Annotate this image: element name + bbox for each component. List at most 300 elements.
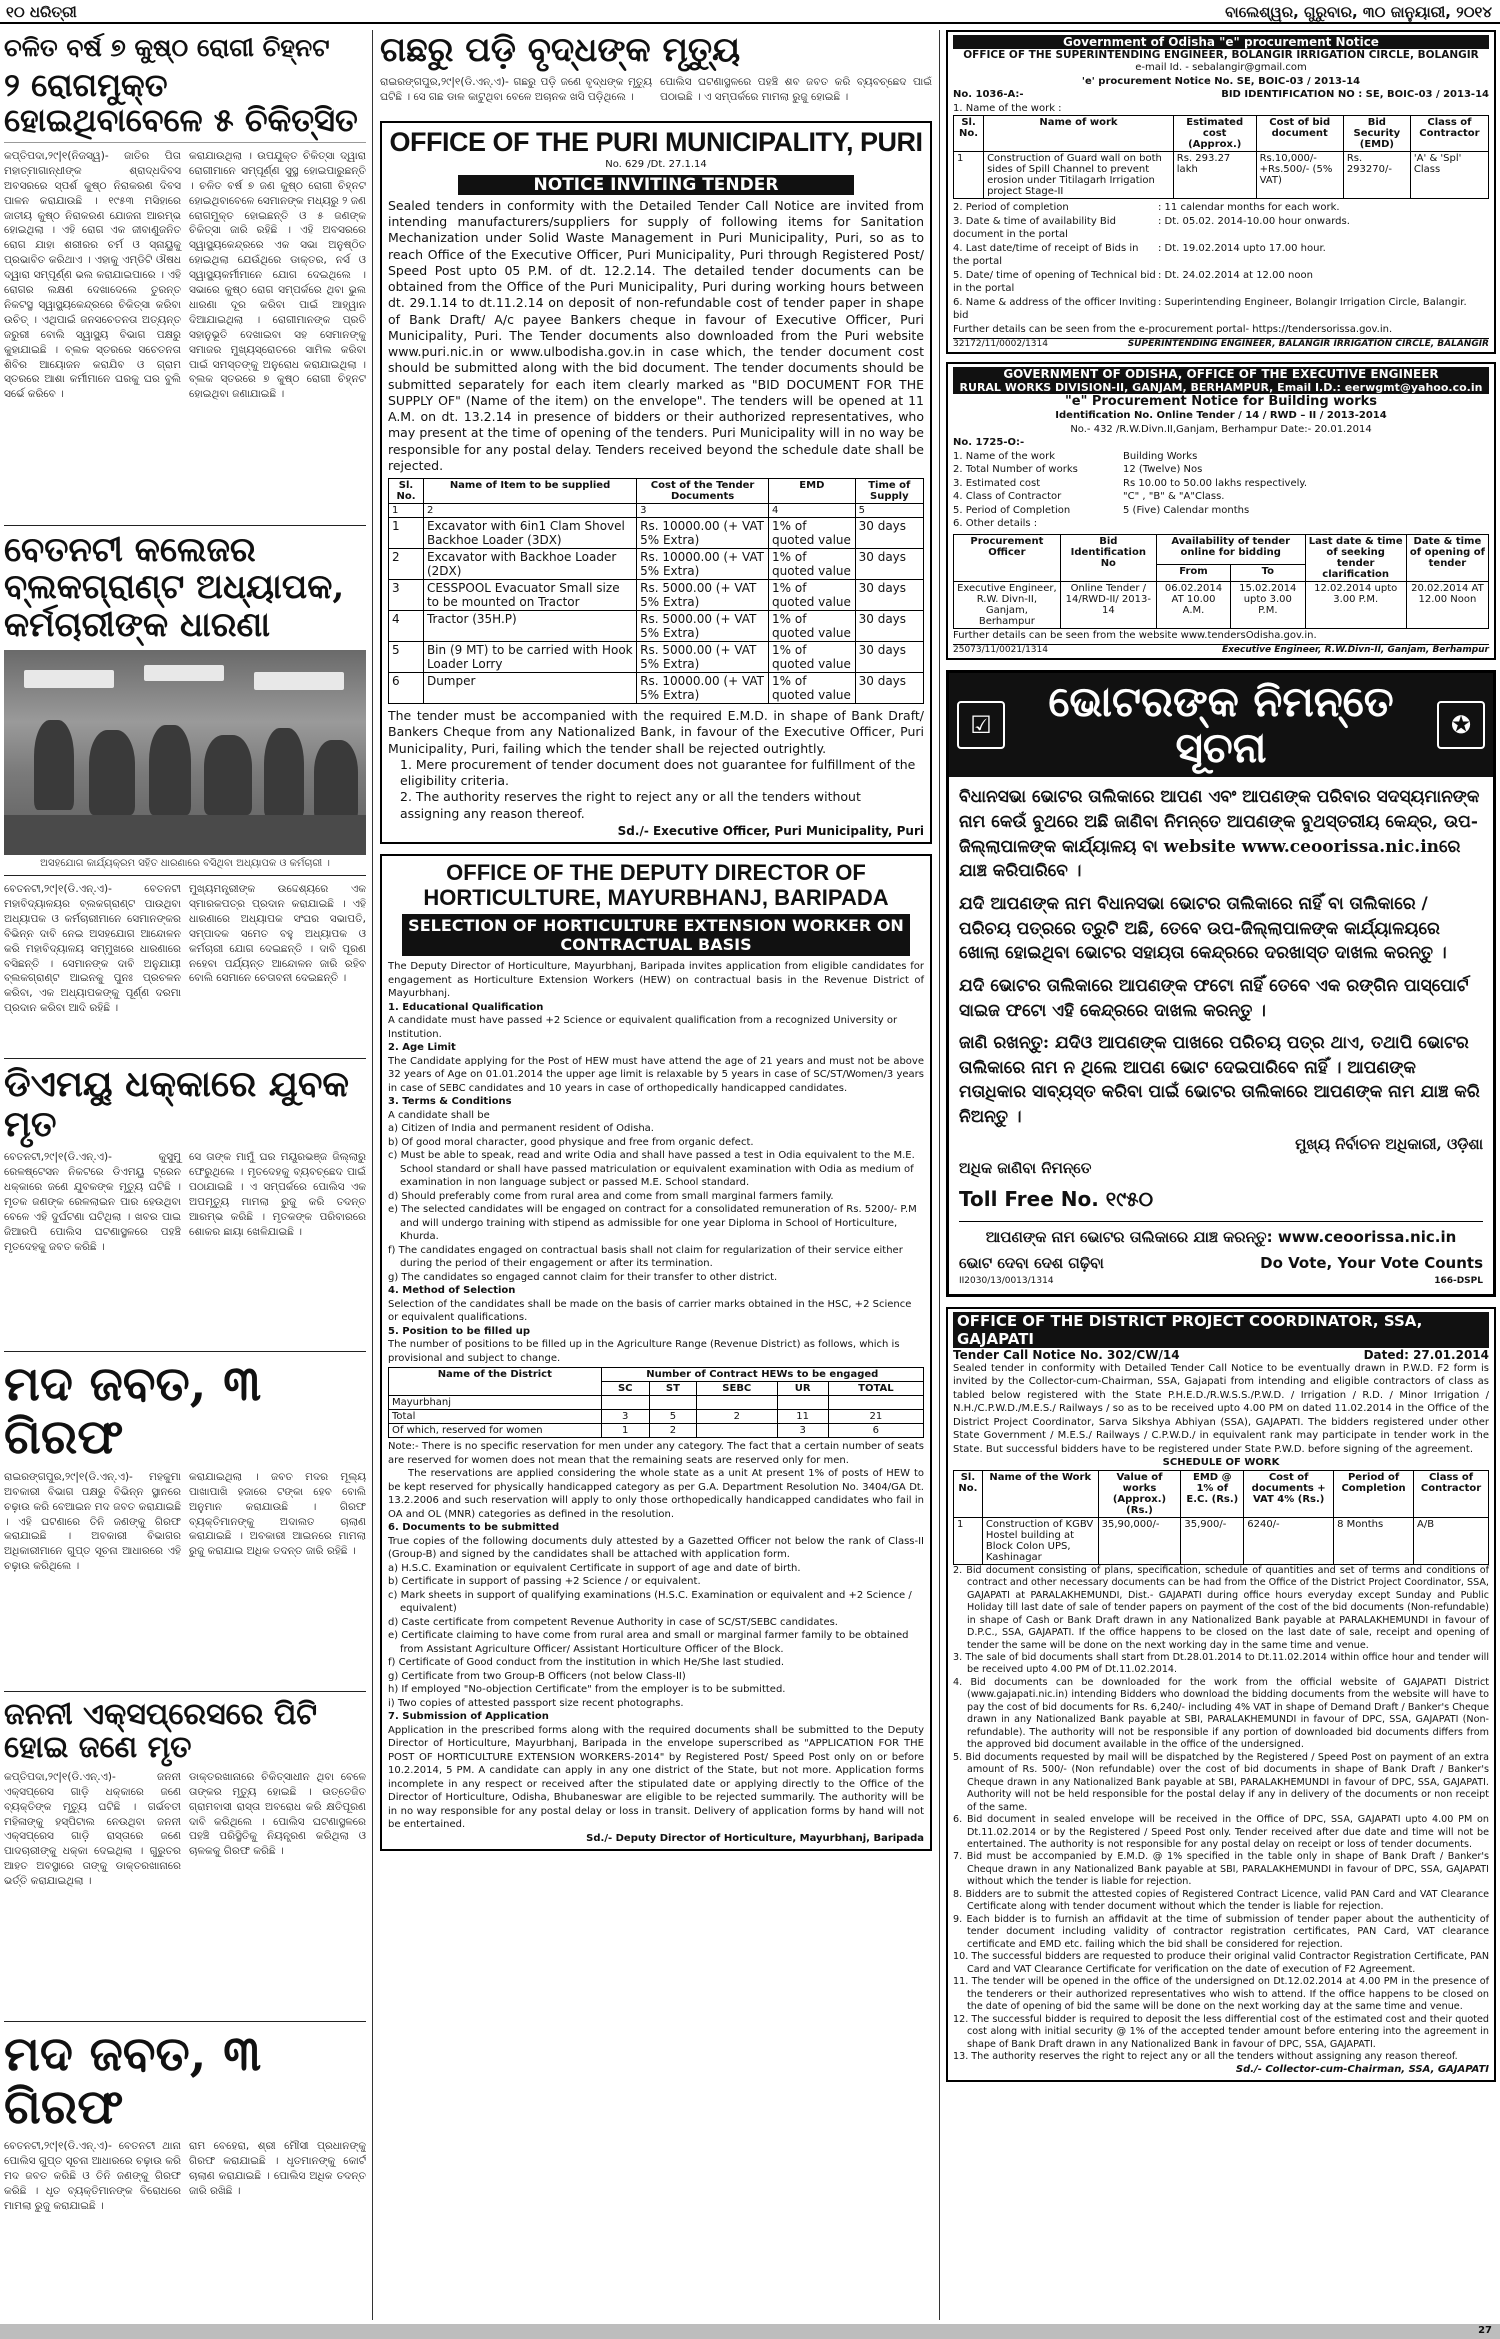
page-dateline: ବାଲେଶ୍ୱର, ଗୁରୁବାର, ୩୦ ଜାନୁୟାରୀ, ୨୦୧୪	[1225, 3, 1492, 21]
table-cell: 2	[696, 1410, 777, 1424]
janani-headline: ଜନନୀ ଏକ୍ସପ୍ରେସରେ ପିଟି ହୋଇ ଜଣେ ମୃତ	[4, 1696, 318, 1765]
table-header: EMD	[769, 479, 856, 504]
table-cell: 2	[423, 504, 636, 518]
table-cell: 3	[601, 1410, 649, 1424]
divider	[4, 1691, 366, 1692]
item-label: 2. Period of completion	[953, 202, 1069, 213]
table-cell: 21	[828, 1410, 923, 1424]
table-cell	[777, 1396, 828, 1410]
list-item	[953, 517, 1489, 531]
page-folio: ୧୦ ଧରିତ୍ରୀ	[6, 3, 77, 21]
ad-title: ଭୋଟରଙ୍କ ନିମନ୍ତେ ସୂଚନା	[1048, 677, 1394, 773]
table-cell: 20.02.2014 AT 12.00 Noon	[1406, 581, 1488, 628]
table-cell: Tractor (35H.P)	[423, 611, 636, 642]
table-header: Time of Supply	[855, 479, 923, 504]
state-emblem-icon: ✪	[1437, 701, 1485, 749]
table-cell: Rs.10,000/- +Rs.500/- (5% VAT)	[1256, 152, 1343, 199]
story-col: ବେତନଟୀ,୨୯|୧(ଡି.ଏନ୍.ଏ)- ବେତନଟୀ ମହାବିଦ୍ୟାଳୟର ବ୍ଲକଗ୍ରାଣ୍ଟ ପାଉଥିବା ଅଧ୍ୟାପକ ଓ କର୍ମଚାରୀମାନେ ସେମାନଙ୍କର ବିଭିନ୍ନ ଦାବି ନେଇ ଅସହଯୋଗ ଆନ୍ଦୋଳନ କରି ମହାବିଦ୍ୟାଳୟ ସମ୍ମୁଖରେ ଧାରଣାରେ ବସିଛନ୍ତି । ସେମାନଙ୍କ ଦାବି ଅନୁଯାୟୀ ବ୍ଲକଗ୍ରାଣ୍ଟ ଆଇନକୁ ପୁନଃ ପ୍ରଚଳନ କରିବା, ଏକ ଅଧ୍ୟାପକଙ୍କୁ ପୂର୍ଣ୍ଣ ଦରମା ପ୍ରଦାନ କରିବା ଆଦି ରହିଛି ।	[4, 883, 181, 1015]
item-label: 6. Name & address of the officer Inviting bid	[953, 296, 1157, 321]
ad-title: OFFICE OF THE DEPUTY DIRECTOR OF HORTICULTURE, MAYURBHANJ, BARIPADA	[423, 859, 889, 911]
further-details: Further details can be seen from the e-procurement portal- https://tendersorissa.gov.in.	[953, 323, 1393, 335]
table-header: Number of Contract HEWs to be engaged	[601, 1368, 923, 1382]
table-cell: 12.02.2014 upto 3.00 P.M.	[1305, 581, 1406, 628]
item-value: "C" , "B" & "A"Class.	[1123, 491, 1225, 502]
table-row	[389, 1410, 924, 1424]
column-rule	[939, 30, 940, 2320]
item-label: 4. Class of Contractor	[953, 491, 1062, 502]
liquor-headline-2: ମଦ ଜବତ, ୩ ଗିରଫ	[4, 2025, 261, 2135]
list-item: 5. Bid documents requested by mail will be dispatched by the Registered / Speed Post on payment of an extra amount of Rs. 500/- (Non refundable) over the cost of bid documents in shape of Bank Draft / Banker's Cheque drawn in any Nationalized Bank payable at SBI, PARALAKHEMUNDI in favour of DPC, SSA, GAJAPATI. Authority will not be held responsible for the postal delay if any in delivery of the documents or non receipt of the same.	[953, 1751, 1489, 1813]
puri-items-table	[388, 478, 924, 704]
ad-code: 166-DSPL	[1434, 1275, 1483, 1286]
section-text: A candidate must have passed +2 Science or equivalent qualification from a recognized University or Institution.	[388, 1015, 898, 1040]
section-heading: 4. Method of Selection	[388, 1285, 516, 1297]
intro: The Deputy Director of Horticulture, Mayurbhanj, Baripada invites application from eligible candidates for engagement as Horticulture Extension Workers (HEW) on contractual basis in the Revenue District of Mayurbhanj.	[388, 961, 924, 1000]
table-cell: Executive Engineer, R.W. Divn-II, Ganjam, Berhampur	[954, 581, 1061, 628]
story-col: ବେତନଟୀ,୨୯|୧(ଡି.ଏନ୍.ଏ)- କୁସୁମୁ ରେଳଷ୍ଟେସନ ନିକଟରେ ଡିଏମୟୁ ଟ୍ରେନ ଧକ୍କାରେ ଜଣେ ଯୁବକଙ୍କ ମୃତ୍ୟୁ ଘଟିଛି । ମୃତକ ଜଣଙ୍କ ରେଳଲାଇନ ପାର ହେଉଥିବା ବେଳେ ଏହି ଦୁର୍ଘଟଣା ଘଟିଥିଲା । ଖବର ପାଇ ଜିଆରପି ପୋଲିସ ଘଟଣାସ୍ଥଳରେ ପହଞ୍ଚି ମୃତଦେହକୁ ଜବତ କରିଛି ।	[4, 1151, 181, 1253]
item-value: Rs 10.00 to 50.00 lakhs respectively.	[1123, 477, 1308, 489]
condition: 1. Mere procurement of tender document does not guarantee for fulfillment of the eligibility criteria.	[400, 756, 916, 789]
table-header: Sl. No.	[954, 1470, 983, 1517]
item-label: 5. Date/ time of opening of Technical bid in the portal	[953, 269, 1156, 294]
table-cell: 30 days	[855, 642, 923, 673]
story-col: ରାଇରଙ୍ଗପୁର,୨୯|୧(ଡି.ଏନ୍.ଏ)- ମହକୁମା ଅବକାରୀ ବିଭାଗ ପକ୍ଷରୁ ବିଭିନ୍ନ ସ୍ଥାନରେ ଚଢ଼ାଉ କରି ବେଆଇନ ମଦ ଜବତ କରାଯାଇଛି । ଏହି ଘଟଣାରେ ତିନି ଜଣଙ୍କୁ ଗିରଫ କରାଯାଇଛି । ଅବକାରୀ ବିଭାଗର ଅଧିକାରୀମାନେ ଗୁପ୍ତ ସୂଚନା ଆଧାରରେ ଏହି ଚଢ଼ାଉ କରିଥିଲେ ।	[4, 1470, 181, 1573]
table-cell	[601, 1396, 649, 1410]
table-cell: 1	[389, 504, 424, 518]
table-cell: 4	[389, 611, 424, 642]
kicker-headline: ଚଳିତ ବର୍ଷ ୭ କୁଷ୍ଠ ରୋଗୀ ଚିହ୍ନଟ	[4, 33, 330, 62]
table-cell: 11	[777, 1410, 828, 1424]
list-item: 8. Bidders are to submit the attested copies of Registered Contract Licence, valid PAN Card and VAT Clearance Certificate along with tender document without which the tender is liable for rejection.	[953, 1888, 1489, 1913]
signature: Sd./- Executive Officer, Puri Municipality, Puri	[617, 823, 924, 838]
table-cell: 4	[769, 504, 856, 518]
section-text: True copies of the following documents duly attested by a Gazetted Officer not below the rank of Class-II (Group-B) and signed by the candidates shall be attached with application form.	[388, 1535, 924, 1561]
table-cell: 1% of quoted value	[769, 549, 856, 580]
table-cell: 30 days	[855, 673, 923, 704]
list-item: b) Certificate in support of passing +2 Science / or equivalent.	[388, 1576, 701, 1588]
middle-column	[380, 30, 932, 2320]
section-heading: 7. Submission of Application	[388, 1711, 549, 1723]
tree-fall-story	[380, 75, 932, 117]
list-item: d) Should preferably come from rural area and come from small marginal farmers family.	[388, 1190, 834, 1202]
table-header: From	[1156, 564, 1230, 581]
table-header: Name of the District	[389, 1368, 602, 1396]
details-list	[953, 201, 1489, 323]
emd-note: The tender must be accompanied with the required E.M.D. in shape of Bank Draft/ Bankers Cheque from any Nationalized Bank, in favour of the Executive Officer, Puri Municipality, Puri, failing which the tender shall be rejected outrightly.	[388, 708, 924, 756]
item-value: : Superintending Engineer, Bolangir Irrigation Circle, Balangir.	[1158, 296, 1467, 308]
table-row	[389, 580, 924, 611]
table-cell: Of which, reserved for women	[389, 1424, 602, 1438]
terms-list	[388, 1122, 924, 1284]
note: Note:- There is no specific reservation for men under any category. The fact that a certain number of seats are reserved for women does not mean that the remaining seats are reserved only for men.	[388, 1441, 924, 1466]
rwd-berhampur-notice	[946, 362, 1496, 660]
list-item: a) H.S.C. Examination or equivalent Certificate in support of age and date of birth.	[388, 1562, 801, 1574]
table-cell: 6	[389, 673, 424, 704]
section-heading: 5. Position to be filled up	[388, 1325, 531, 1337]
table-cell	[828, 1396, 923, 1410]
leprosy-headline: ୨ ରୋଗମୁକ୍ତ ହୋଇଥିବାବେଳେ ୫ ଚିକିତ୍ସିତ	[4, 68, 366, 143]
table-cell: 30 days	[855, 611, 923, 642]
table-cell: Rs. 10000.00 (+ VAT 5% Extra)	[637, 673, 769, 704]
table-header: Last date & time of seeking tender clarification	[1305, 534, 1406, 581]
table-cell: 5	[649, 1410, 696, 1424]
story-col: କପ୍ତିପଦା,୨୯|୧(ଡି.ଏନ୍.ଏ)- ଜନନୀ ଏକ୍ସପ୍ରେସ ଗାଡ଼ି ଧକ୍କାରେ ଜଣେ ବ୍ୟକ୍ତିଙ୍କ ମୃତ୍ୟୁ ଘଟିଛି । ଗର୍ଭବତୀ ମହିଳାଙ୍କୁ ହସ୍ପିଟାଲ ନେଉଥିବା ଜନନୀ ଏକ୍ସପ୍ରେସ ଗାଡ଼ି ରାସ୍ତାରେ ଜଣେ ପାଦଚାରୀଙ୍କୁ ଧକ୍କା ଦେଇଥିଲା । ଗୁରୁତର ଆହତ ଅବସ୍ଥାରେ ତାଙ୍କୁ ଡାକ୍ତରଖାନାରେ ଭର୍ତ୍ତି କରାଯାଇଥିଲା ।	[4, 1770, 181, 1888]
table-cell: Total	[389, 1410, 602, 1424]
puri-tender-notice	[380, 121, 932, 844]
table-cell: CESSPOOL Evacuator Small size to be mounted on Tractor	[423, 580, 636, 611]
item-value: 12 (Twelve) Nos	[1123, 464, 1203, 475]
list-item: 6. Bid document in sealed envelope will be received in the Office of DPC, SSA, GAJAPATI upto 4.00 PM on Dt.11.02.2014 or by the Registered / Speed Post only. Tender received after due date and time will not be entertained. The authority is not responsible for any postal delay on receipt or loss of tender documents.	[953, 1814, 1489, 1851]
voter-paragraph: ଯଦି ଭୋଟର ତାଲିକାରେ ଆପଣଙ୍କ ଫଟୋ ନାହିଁ ତେବେ ଏକ ରଙ୍ଗିନ ପାସ୍‌ପୋର୍ଟ ସାଇଜ ଫଟୋ ଏହି କେନ୍ଦ୍ରରେ ଦାଖଲ କରନ୍ତୁ ।	[959, 975, 1469, 1021]
table-header: Bid Identification No	[1060, 534, 1156, 581]
table-row	[389, 611, 924, 642]
list-item: a) Citizen of India and permanent resident of Odisha.	[388, 1123, 654, 1135]
office-name: OFFICE OF THE SUPERINTENDING ENGINEER, BOLANGIR IRRIGATION CIRCLE, BOLANGIR	[963, 49, 1479, 61]
notice-number: No. 629 /Dt. 27.1.14	[605, 159, 707, 171]
table-cell: 1	[601, 1424, 649, 1438]
notice-text: Sealed tenders in conformity with the Detailed Tender Call Notice are invited from intending manufacturers/suppliers for supply of following items for Sanitation Mechanization under Solid Waste Management in Puri Municipality, Puri, so as to reach Office of the Executive Officer, Puri Municipality, Puri through Registered Post/ Speed Post upto 05 P.M. of dt. 12.2.14. The detailed tender documents can be obtained from the Office of the Puri Municipality, Puri during working hours between dt. 29.1.14 to dt.11.2.14 on deposit of non-refundable cost of tender paper in shape of Bank Draft/ A/c payee Bankers cheque in favour of Executive Officer, Puri Municipality, Puri. The Tender documents also downloaded from the Puri website www.puri.nic.in or www.ulbodisha.gov.in in case which, the tender document cost should be submitted along with the bid document. The tender documents should be submitted separately for each item clearly marked as "BID DOCUMENT FOR THE SUPPLY OF" (Name of the item) on the envelope". The tenders will be opened at 11 A.M. on dt. 13.2.14 in presence of bidders or their authorized representatives, who may present at the time of opening of the tenders. Puri Municipality will in no way be responsible for any postal delay. Tenders received beyond the schedule date shall be rejected.	[388, 197, 924, 473]
divider	[4, 525, 366, 526]
list-item: 7. Bid must be accompanied by E.M.D. @ 1% specified in the table only in shape of Bank Draft / Banker's Cheque drawn in any Nationalized Bank payable at SBI, PARALAKHEMUNDI in favour of DPC, SSA, GAJAPATI without which the tender is liable for rejection.	[953, 1851, 1489, 1888]
table-cell: 3	[637, 504, 769, 518]
list-item: e) Certificate claiming to have come from rural area and small or marginal farmer family to be obtained from Assistant Agriculture Officer/ Assistant Horticulture Officer of the Block.	[388, 1630, 909, 1655]
table-cell: 6240/-	[1244, 1517, 1334, 1564]
table-cell: 1	[954, 152, 984, 199]
table-cell: 5	[389, 642, 424, 673]
table-cell: 30 days	[855, 518, 923, 549]
ballot-emblem-icon: ☑	[957, 701, 1005, 749]
item-label: 1. Name of the work :	[953, 102, 1062, 114]
item-value: : Dt. 24.02.2014 at 12.00 noon	[1158, 269, 1313, 281]
page-header	[0, 0, 1500, 24]
voter-paragraph: ଜାଣି ରଖନ୍ତୁ: ଯଦିଓ ଆପଣଙ୍କ ପାଖରେ ପରିଚୟ ପତ୍ର ଥାଏ, ତଥାପି ଭୋଟର ତାଲିକାରେ ନାମ ନ ଥିଲେ ଆପଣ ଭୋଟ ଦେଇପାରିବେ ନାହିଁ । ଆପଣଙ୍କ ମତାଧିକାର ସାବ୍ୟସ୍ତ କରିବା ପାଇଁ ଭୋଟର ତାଲିକାରେ ଆପଣଙ୍କ ନାମ ଯାଞ୍ଚ କରି ନିଅନ୍ତୁ ।	[959, 1033, 1480, 1128]
table-cell	[649, 1396, 696, 1410]
liquor-headline: ମଦ ଜବତ, ୩ ଗିରଫ	[4, 1356, 261, 1466]
ad-title: Government of Odisha "e" procurement Notice	[953, 35, 1489, 49]
item-label: 2. Total Number of works	[953, 464, 1078, 475]
table-cell: 1% of quoted value	[769, 611, 856, 642]
protest-photo	[4, 650, 366, 855]
table-cell: Construction of Guard wall on both sides of Spill Channel to prevent erosion under Titilagarh Irrigation project Stage-II	[984, 152, 1174, 199]
table-cell: 1	[954, 1517, 983, 1564]
section-text: Application in the prescribed forms along with the required documents shall be submitted to the Deputy Director of Horticulture, Mayurbhanj, Baripada in the envelope superscribed as "APPLICATION FOR THE POST OF HORTICULTURE EXTENSION WORKERS-2014" by Registered Post/ Speed Post only on or before 10.2.2014, 5 PM. A candidate can apply in any one district of the State, but not more. Application forms incomplete in any respect or received after the stipulated date or applying directly to the Office of the Director of Horticulture, Odisha, Bhubaneswar are eligible to be rejected summarily. The authority will be in no way responsible for any postal delay or loss in transit. Delivery of application forms by hand will not be entertained.	[388, 1724, 924, 1831]
item-label: 6. Other details :	[953, 518, 1038, 529]
table-cell: 2	[649, 1424, 696, 1438]
table-cell: 8 Months	[1334, 1517, 1414, 1564]
table-cell: 'A' & 'Spl' Class	[1410, 152, 1488, 199]
ssa-gajapati-tender	[946, 1307, 1496, 2082]
section-heading: 3. Terms & Conditions	[388, 1096, 512, 1108]
list-item: h) If employed "No-objection Certificate" from the employer is to be submitted.	[388, 1684, 786, 1696]
list-item	[953, 450, 1489, 464]
signature: Sd./- Collector-cum-Chairman, SSA, GAJAPATI	[1235, 2064, 1489, 2076]
table-cell: Rs. 5000.00 (+ VAT 5% Extra)	[637, 642, 769, 673]
table-cell: Rs. 5000.00 (+ VAT 5% Extra)	[637, 580, 769, 611]
check-website: ଆପଣଙ୍କ ନାମ ଭୋଟର ତାଲିକାରେ ଯାଞ୍ଚ କରନ୍ତୁ: www.ceoorissa.nic.in	[959, 1221, 1483, 1246]
table-row	[389, 549, 924, 580]
liquor-story	[4, 1470, 366, 1685]
table-cell: Construction of KGBV Hostel building at Block Colon UPS, Kashinagar	[982, 1517, 1098, 1564]
list-item	[953, 296, 1489, 323]
item-label: 1. Name of the work	[953, 450, 1056, 462]
table-cell	[696, 1424, 777, 1438]
bolangir-eprocurement-notice	[946, 30, 1496, 354]
bid-id: BID IDENTIFICATION NO : SE, BOIC-03 / 2013-14	[1221, 89, 1489, 100]
table-cell: 1% of quoted value	[769, 673, 856, 704]
ssa-schedule-table	[953, 1470, 1489, 1565]
signature: SUPERINTENDING ENGINEER, BALANGIR IRRIGATION CIRCLE, BALANGIR	[1127, 339, 1489, 349]
story-col: ରାଇରଙ୍ଗପୁର,୨୯|୧(ଡି.ଏନ୍.ଏ)- ଗଛରୁ ପଡ଼ି ଜଣେ ବୃଦ୍ଧଙ୍କ ମୃତ୍ୟୁ ଘଟିଛି । ସେ ଗଛ ଡାଳ କାଟୁଥିବା ବେଳେ ଅଚାନକ ଖସି ପଡ଼ିଥିଲେ ।	[380, 76, 652, 104]
dmu-headline: ଡିଏମୟୁ ଧକ୍କାରେ ଯୁବକ ମୃତ	[4, 1063, 350, 1145]
reference: No.- 432 /R.W.Divn.II,Ganjam, Berhampur Date:- 20.01.2014	[1070, 423, 1372, 435]
rwd-schedule-table	[953, 534, 1489, 629]
letter-number: No. 1036-A:-	[953, 89, 1024, 100]
table-header: Date & time of opening of tender	[1406, 534, 1488, 581]
item-label: 3. Estimated cost	[953, 477, 1041, 489]
table-row	[389, 1424, 924, 1438]
divider	[4, 1058, 366, 1059]
voter-paragraph: ଯଦି ଆପଣଙ୍କ ନାମ ବିଧାନସଭା ଭୋଟର ତାଲିକାରେ ନାହିଁ ବା ତାଲିକାରେ / ପରିଚୟ ପତ୍ରରେ ତ୍ରୁଟି ଅଛି, ତେବେ ଉପ-ଜିଲ୍ଲାପାଳଙ୍କ କାର୍ଯ୍ୟାଳୟରେ ଖୋଲା ହୋଇଥିବା ଭୋଟର ସହାୟତା କେନ୍ଦ୍ରରେ ଦରଖାସ୍ତ ଦାଖଲ କରନ୍ତୁ ।	[959, 893, 1447, 964]
table-row	[389, 1396, 924, 1410]
notice-date: Dated: 27.01.2014	[1363, 1347, 1489, 1362]
list-item: b) Of good moral character, good physique and free from organic defect.	[388, 1136, 754, 1148]
table-cell: 1% of quoted value	[769, 642, 856, 673]
table-row	[389, 642, 924, 673]
ad-title: GOVERNMENT OF ODISHA, OFFICE OF THE EXECUTIVE ENGINEER	[953, 367, 1489, 381]
list-item: d) Caste certificate from competent Revenue Authority in case of SC/ST/SEBC candidates.	[388, 1616, 838, 1628]
schedule-heading: SCHEDULE OF WORK	[1162, 1457, 1280, 1469]
table-header: To	[1231, 564, 1305, 581]
table-cell: 6	[828, 1424, 923, 1438]
list-item: 4. Bid documents can be downloaded for the work from the official website of GAJAPATI District (www.gajapati.nic.in) intending Bidders who download the bidding documents from the website will have to pay the cost of bid documents for Rs. 6,240/- including 4% VAT in shape of Demand Draft / Banker's Cheque drawn in any Nationalized Bank payable at SBI, PARALAKHEMUNDI in favour of DPC, SSA, GAJAPATI (Non-refundable). The authority will not be responsible if any portion of downloaded bid documents differs from the approved bid document available in the office of the undersigned.	[953, 1676, 1489, 1751]
divider	[4, 1351, 366, 1352]
table-cell: 5	[855, 504, 923, 518]
table-cell: 1% of quoted value	[769, 518, 856, 549]
list-item: i) Two copies of attested passport size recent photographs.	[388, 1697, 684, 1709]
bolangir-work-table	[953, 115, 1489, 199]
dmu-story	[4, 1150, 366, 1345]
table-cell: A/B	[1414, 1517, 1489, 1564]
story-col: କରାଯାଉଥିଲା । ଉପଯୁକ୍ତ ଚିକିତ୍ସା ଦ୍ୱାରା ରୋଗୀମାନେ ସମ୍ପୂର୍ଣ୍ଣ ସୁସ୍ଥ ହୋଇପାରୁଛନ୍ତି । ଚଳିତ ବର୍ଷ ୭ ଜଣ କୁଷ୍ଠ ରୋଗୀ ଚିହ୍ନଟ ହୋଇଥିବାବେଳେ ସେମାନଙ୍କ ମଧ୍ୟରୁ ୨ ଜଣ ରୋଗମୁକ୍ତ ହୋଇଛନ୍ତି ଓ ୫ ଜଣଙ୍କ ଚିକିତ୍ସା ଜାରି ରହିଛି । ଏହି ଅବସରରେ ସ୍ୱାସ୍ଥ୍ୟକେନ୍ଦ୍ରରେ ଏକ ସଭା ଅନୁଷ୍ଠିତ ହୋଇଥିଲା ଯେଉଁଥିରେ ଡାକ୍ତର, ନର୍ସ ଓ ସ୍ୱାସ୍ଥ୍ୟକର୍ମୀମାନେ ଯୋଗ ଦେଇଥିଲେ । ସଭାରେ କୁଷ୍ଠ ରୋଗ ସମ୍ପର୍କରେ ଥିବା ଭୁଲ ଧାରଣା ଦୂର କରିବା ପାଇଁ ଆହ୍ୱାନ ଦିଆଯାଇଥିଲା । ରୋଗୀମାନଙ୍କ ପ୍ରତି ସହାନୁଭୂତି ଦେଖାଇବା ସହ ସେମାନଙ୍କୁ ସମାଜର ମୁଖ୍ୟସ୍ରୋତରେ ସାମିଲ କରିବା ପାଇଁ ସମସ୍ତଙ୍କୁ ଅନୁରୋଧ କରାଯାଇଥିଲା । ବ୍ଲକ ସ୍ତରରେ ୭ କୁଷ୍ଠ ରୋଗୀ ଚିହ୍ନଟ ହୋଇଥିବା ଜଣାଯାଇଛି ।	[189, 149, 366, 401]
vacancy-table	[388, 1367, 924, 1438]
section-text: The Candidate applying for the Post of HEW must have attend the age of 21 years and must not be above 32 years of Age on 01.01.2014 the upper age limit is relaxable by 5 years in case of SC/ST/Women/3 years in case of SEBC candidates and 10 years in case of orthopedically handicapped candidates.	[388, 1055, 924, 1094]
letter-number: No. 1725-O:-	[953, 437, 1025, 448]
list-item: f) Certificate of Good conduct from the institution in which He/She last studied.	[388, 1657, 785, 1669]
news-column-left	[4, 30, 366, 2320]
list-item: e) The selected candidates will be engaged on contract for a consolidated remuneration of Rs. 5200/- P.M and will undergo training with stipend as admissible for one year Diploma in School of Horticulture, Khurda.	[388, 1204, 917, 1243]
table-cell: 1% of quoted value	[769, 580, 856, 611]
list-item	[953, 269, 1489, 296]
list-item	[953, 463, 1489, 477]
ad-code: 25073/11/0021/1314	[953, 645, 1048, 655]
table-header: Name of work	[984, 116, 1174, 152]
further-details: Further details can be seen from the website www.tendersOdisha.gov.in.	[953, 629, 1317, 641]
list-item	[953, 490, 1489, 504]
table-header: Name of the Work	[982, 1470, 1098, 1517]
list-item	[953, 242, 1489, 269]
table-row	[389, 673, 924, 704]
table-header: Estimated cost (Approx.)	[1173, 116, 1256, 152]
table-header: Availability of tender online for bidding	[1156, 534, 1305, 564]
signature: Sd./- Deputy Director of Horticulture, Mayurbhanj, Baripada	[586, 1832, 924, 1844]
table-header: TOTAL	[828, 1382, 923, 1396]
table-cell: Rs. 10000.00 (+ VAT 5% Extra)	[637, 549, 769, 580]
table-cell: 30 days	[855, 580, 923, 611]
list-item: f) The candidates engaged on contractual basis shall not claim for regularization of their service either during the period of their engagement or after its termination.	[388, 1244, 903, 1270]
documents-list	[388, 1562, 924, 1711]
column-rule	[372, 30, 373, 2320]
table-header: SEBC	[696, 1382, 777, 1396]
story-col: ବେତନଟୀ,୨୯|୧(ଡି.ଏନ୍.ଏ)- ବେତନଟୀ ଥାନା ପୋଲିସ ଗୁପ୍ତ ସୂଚନା ଆଧାରରେ ଚଢ଼ାଉ କରି ମଦ ଜବତ କରିଛି ଓ ତିନି ଜଣଙ୍କୁ ଗିରଫ କରିଛି । ଧୃତ ବ୍ୟକ୍ତିମାନଙ୍କ ବିରୋଧରେ ମାମଲା ରୁଜୁ କରାଯାଇଛି ।	[4, 2140, 181, 2213]
list-item	[953, 201, 1489, 215]
table-cell: 1	[389, 518, 424, 549]
table-header: Class of Contractor	[1410, 116, 1488, 152]
table-header: EMD @ 1% of E.C. (Rs.)	[1181, 1470, 1244, 1517]
ad-code: II2030/13/0013/1314	[959, 1275, 1054, 1286]
list-item: c) Mark sheets in support of qualifying examinations (H.S.C. Examination or equivalent and +2 Science / equivalent)	[388, 1589, 912, 1615]
table-cell: 30 days	[855, 549, 923, 580]
notice-bar: NOTICE INVITING TENDER	[458, 175, 854, 195]
list-item: 3. The sale of bid documents shall start from Dt.28.01.2014 to Dt.11.02.2014 within office hour and tender will be received upto 4.00 PM of Dt.11.02.2014.	[953, 1651, 1489, 1676]
college-headline: ବେତନଟୀ କଲେଜର ବ୍ଲକଗ୍ରାଣ୍ଟ ଅଧ୍ୟାପକ, କର୍ମଚାରୀଙ୍କ ଧାରଣା	[4, 529, 345, 645]
slogan-english: Do Vote, Your Vote Counts	[1260, 1253, 1483, 1272]
ad-title: OFFICE OF THE PURI MUNICIPALITY, PURI	[389, 127, 923, 158]
list-item: c) Must be able to speak, read and write Odia and shall have passed a test in Odia equivalent to the M.E. School standard or shall have passed matriculation or equivalent examination with Odia as medium of examination in non language subject or passed M.E. School standard.	[388, 1150, 915, 1189]
slogan-odia: ଭୋଟ ଦେବା ଦେଶ ଗଢ଼ିବା	[959, 1253, 1104, 1272]
story-col: ଡାକ୍ତରଖାନାରେ ଚିକିତ୍ସାଧୀନ ଥିବା ବେଳେ ତାଙ୍କର ମୃତ୍ୟୁ ହୋଇଛି । ଉତ୍ତେଜିତ ଗ୍ରାମବାସୀ ରାସ୍ତା ଅବରୋଧ କରି କ୍ଷତିପୂରଣ ଦାବି କରିଥିଲେ । ପୋଲିସ ଘଟଣାସ୍ଥଳରେ ପହଞ୍ଚି ପରିସ୍ଥିତିକୁ ନିୟନ୍ତ୍ରଣ କରିଥିଲା ଓ ଚାଳକକୁ ଗିରଫ କରିଛି ।	[189, 1770, 366, 1858]
item-value: : Dt. 19.02.2014 upto 17.00 hour.	[1158, 242, 1326, 254]
table-cell: 3	[777, 1424, 828, 1438]
table-cell: Rs. 10000.00 (+ VAT 5% Extra)	[637, 518, 769, 549]
terms-list	[953, 1565, 1489, 2064]
story-col: ପୋଲିସ ଘଟଣାସ୍ଥଳରେ ପହଞ୍ଚି ଶବ ଜବତ କରି ବ୍ୟବଚ୍ଛେଦ ପାଇଁ ପଠାଇଛି । ଏ ସମ୍ପର୍କରେ ମାମଲା ରୁଜୁ ହୋଇଛି ।	[660, 76, 932, 104]
item-label: 3. Date & time of availability Bid document in the portal	[953, 215, 1116, 240]
horticulture-notice	[380, 854, 932, 1852]
signature: Executive Engineer, R.W.Divn-II, Ganjam, Berhampur	[1221, 645, 1489, 655]
notice-number: Tender Call Notice No. 302/CW/14	[953, 1347, 1180, 1362]
table-cell	[696, 1396, 777, 1410]
voter-information-ad	[946, 670, 1496, 1297]
section-text: Selection of the candidates shall be made on the basis of carrier marks obtained in the HSC, +2 Science or equivalent qualifications.	[388, 1298, 912, 1324]
item-value: Building Works	[1123, 450, 1198, 462]
table-header: Cost of the Tender Documents	[637, 479, 769, 504]
table-header: Cost of bid document	[1256, 116, 1343, 152]
more-info: ଅଧିକ ଜାଣିବା ନିମନ୍ତେ	[959, 1159, 1092, 1178]
table-header: Sl. No.	[389, 479, 424, 504]
table-cell: 15.02.2014 upto 3.00 P.M.	[1231, 581, 1305, 628]
table-cell: Rs. 293.27 lakh	[1173, 152, 1256, 199]
office-name: RURAL WORKS DIVISION-II, GANJAM, BERHAMPUR, Email I.D.: eerwgmt@yahoo.co.in	[953, 381, 1489, 394]
notice-heading: "e" Procurement Notice for Building works	[1064, 394, 1378, 409]
section-text: The number of positions to be filled up in the Agriculture Range (Revenue District) as follows, which is provisional and subject to change.	[388, 1339, 900, 1364]
table-cell: Dumper	[423, 673, 636, 704]
story-col: କପ୍ତିପଦା,୨୯|୧(ନିଜସ୍ୱ)- ଜାତିର ପିତା ମହାତ୍ମାଗାନ୍ଧୀଙ୍କ ଶ୍ରାଦ୍ଧଦିବସ ଅବସରରେ ସ୍ପର୍ଶ କୁଷ୍ଠ ନିରାକରଣ ଦିବସ ପାଳନ କରାଯାଉଛି । ୧୯୫୩ ମସିହାରେ ଜାତୀୟ କୁଷ୍ଠ ନିରାକରଣ ଯୋଜନା ଆରମ୍ଭ ହୋଇଥିଲା । ଏହି ରୋଗ ଏକ ଜୀବାଣୁଜନିତ ରୋଗ ଯାହା ଶରୀରର ଚର୍ମ ଓ ସ୍ନାୟୁକୁ ପ୍ରଭାବିତ କରିଥାଏ । ଏହାକୁ ଏମ୍‌ଡିଟି ଔଷଧ ଦ୍ୱାରା ସମ୍ପୂର୍ଣ୍ଣ ଭଲ କରାଯାଇପାରେ । ଏହି ରୋଗର ଲକ୍ଷଣ ଦେଖାଦେଲେ ତୁରନ୍ତ ନିକଟସ୍ଥ ସ୍ୱାସ୍ଥ୍ୟକେନ୍ଦ୍ରରେ ଚିକିତ୍ସା କରିବା ଉଚିତ୍ । ଏଥିପାଇଁ ଜନସଚେତନତା ଅତ୍ୟନ୍ତ ଜରୁରୀ ବୋଲି ସ୍ୱାସ୍ଥ୍ୟ ବିଭାଗ ପକ୍ଷରୁ କୁହାଯାଇଛି । ବ୍ଲକ ସ୍ତରରେ ସଚେତନତା ଶିବିର ଆୟୋଜନ କରାଯିବ ଓ ଗ୍ରାମ ସ୍ତରରେ ଆଶା କର୍ମୀମାନେ ଘରକୁ ଘର ବୁଲି ସର୍ଭେ କରିବେ ।	[4, 149, 181, 401]
table-header: Period of Completion	[1334, 1470, 1414, 1517]
table-header: SC	[601, 1382, 649, 1396]
photo-caption: ଅସହଯୋଗ କାର୍ଯ୍ୟକ୍ରମ ସହିତ ଧାରଣାରେ ବସିଥିବା ଅଧ୍ୟାପକ ଓ କର୍ମଚାରୀ ।	[40, 858, 330, 870]
section-heading: 2. Age Limit	[388, 1042, 456, 1054]
table-cell: Mayurbhanj	[389, 1396, 602, 1410]
condition: 2. The authority reserves the right to reject any or all the tenders without assigning any reason thereof.	[400, 789, 861, 821]
janani-story	[4, 1770, 366, 2015]
email: e-mail Id. - sebalangir@gmail.com	[1135, 62, 1307, 73]
list-item: 10. The successful bidders are requested to produce their original valid Contractor Registration Certificate, PAN Card and VAT Clearance Certificate for verification on the date of execution of F2 Agreement.	[953, 1951, 1489, 1975]
item-label: 5. Period of Completion	[953, 504, 1071, 516]
table-header: Name of Item to be supplied	[423, 479, 636, 504]
voter-paragraph: ବିଧାନସଭା ଭୋଟର ତାଲିକାରେ ଆପଣ ଏବଂ ଆପଣଙ୍କ ପରିବାର ସଦସ୍ୟମାନଙ୍କ ନାମ କେଉଁ ବୁଥରେ ଅଛି ଜାଣିବା ନିମନ୍ତେ ଆପଣଙ୍କ ବୁଥସ୍ତରୀୟ କେନ୍ଦ୍ର, ଉପ-ଜିଲ୍ଲାପାଳଙ୍କ କାର୍ଯ୍ୟାଳୟ ବା website www.ceoorissa.nic.inରେ ଯାଞ୍ଚ କରିପାରିବେ ।	[959, 787, 1480, 882]
list-item	[953, 504, 1489, 518]
table-header: Cost of documents + VAT 4% (Rs.)	[1244, 1470, 1334, 1517]
notice-text: Sealed tender in conformity with Detailed Tender Call Notice to be eventually drawn in P.W.D. F2 form is invited by the Collector-cum-Chairman, SSA, Gajapati from intending and eligible contractors of class as tabled below registered with the State P.H.E.D./R.W.S.S./P.W.D. / Irrigation / R.D. / Minor Irrigation / N.H./C.P.W.D./M.E.S./ Railways / so as to be received upto 4.00 PM on dated 11.02.2014 in the Office of the District Project Coordinator, Sarva Sikshya Abhiyan (SSA), GAJAPATI. The bidders registered under other State Government / M.E.S./ Railways / C.P.W.D./ in equivalent rank may participate in tender work in the State. But successful bidders have to be registered under State P.W.D. before signing of the agreement.	[953, 1362, 1489, 1455]
divider	[4, 875, 366, 876]
table-cell: Online Tender / 14/RWD-II/ 2013-14	[1060, 581, 1156, 628]
table-cell: Excavator with 6in1 Clam Shovel Backhoe Loader (3DX)	[423, 518, 636, 549]
table-cell: 35,90,000/-	[1098, 1517, 1181, 1564]
story-col: ମୁଖ୍ୟମନ୍ତ୍ରୀଙ୍କ ଉଦ୍ଦେଶ୍ୟରେ ଏକ ସ୍ମାରକପତ୍ର ପ୍ରଦାନ କରାଯାଇଛି । ଏହି ଧାରଣାରେ ଅଧ୍ୟାପକ ସଂଘର ସଭାପତି, ସମ୍ପାଦକ ସମେତ ବହୁ ଅଧ୍ୟାପକ ଓ କର୍ମଚାରୀ ଯୋଗ ଦେଇଛନ୍ତି । ଦାବି ପୂରଣ ନହେବା ପର୍ଯ୍ୟନ୍ତ ଆନ୍ଦୋଳନ ଜାରି ରହିବ ବୋଲି ସେମାନେ ଚେତାବନୀ ଦେଇଛନ୍ତି ।	[189, 883, 366, 985]
ceo-signature: ମୁଖ୍ୟ ନିର୍ବାଚନ ଅଧିକାରୀ, ଓଡ଼ିଶା	[1295, 1134, 1483, 1153]
table-row	[389, 518, 924, 549]
table-header: ST	[649, 1382, 696, 1396]
table-header: UR	[777, 1382, 828, 1396]
table-header: Class of Contractor	[1414, 1470, 1489, 1517]
tree-fall-headline: ଗଛରୁ ପଡ଼ି ବୃଦ୍ଧଙ୍କ ମୃତ୍ୟୁ	[380, 30, 741, 70]
list-item: g) Certificate from two Group-B Officers (not below Class-II)	[388, 1670, 686, 1682]
identification: Identification No. Online Tender / 14 / RWD – II / 2013-2014	[1055, 410, 1387, 421]
notice-number: 'e' procurement Notice No. SE, BOIC-03 / 2013-14	[1081, 75, 1361, 87]
list-item: 11. The tender will be opened in the office of the undersigned on Dt.12.02.2014 at 4.00 PM in the presence of the tenderers or their authorized representatives who wish to attend. If the office happens to be closed on the date of opening of bid the same will be done on the next working day at the same time and venue.	[953, 1976, 1489, 2013]
divider	[4, 2021, 366, 2022]
page-footer	[0, 2324, 1500, 2339]
note: The reservations are applied considering the whole state as a unit At present 1% of posts of HEW to be kept reserved for physically handicapped category as per G.A. Department Resolution No. 3404/GA Dt. 13.2.2006 and such reservation will apply to only those orthopedically handicapped candidates who fail in OA and OL (MNR) categories as defined in the resolution.	[388, 1468, 924, 1520]
table-cell: 06.02.2014 AT 10.00 A.M.	[1156, 581, 1230, 628]
table-cell: Rs. 293270/-	[1343, 152, 1410, 199]
story-col: କରାଯାଇଥିଲା । ଜବତ ମଦର ମୂଲ୍ୟ ପାଖାପାଖି ହଜାରେ ଟଙ୍କା ହେବ ବୋଲି ଅନୁମାନ କରାଯାଉଛି । ଗିରଫ ବ୍ୟକ୍ତିମାନଙ୍କୁ ଅଦାଲତ ଚାଲାଣ କରାଯାଇଛି । ଅବକାରୀ ଆଇନରେ ମାମଲା ରୁଜୁ କରାଯାଇ ଅଧିକ ତଦନ୍ତ ଜାରି ରହିଛି ।	[189, 1470, 366, 1558]
list-item: g) The candidates so engaged cannot claim for their transfer to other district.	[388, 1271, 778, 1283]
table-cell: Rs. 5000.00 (+ VAT 5% Extra)	[637, 611, 769, 642]
item-label: 4. Last date/time of receipt of Bids in the portal	[953, 242, 1139, 267]
section-heading: 6. Documents to be submitted	[388, 1522, 560, 1534]
list-item: 9. Each bidder is to furnish an affidavit at the time of submission of tender paper about the authenticity of tender document including validity of contractor registration certificates, PAN Card, VAT clearance certificate and EMD etc. failing which the bid shall be considered for rejection.	[953, 1913, 1489, 1950]
section-heading: 1. Educational Qualification	[388, 1001, 544, 1013]
table-cell: Excavator with Backhoe Loader (2DX)	[423, 549, 636, 580]
table-cell: 2	[389, 549, 424, 580]
table-header: Bid Security (EMD)	[1343, 116, 1410, 152]
table-cell: 35,900/-	[1181, 1517, 1244, 1564]
story-col: ରାମ ବେହେରା, ଶ୍ରୀ ମୌସୀ ପ୍ରଧାନଙ୍କୁ ଗିରଫ କରାଯାଇଛି । ଧୃତମାନଙ୍କୁ କୋର୍ଟ ଚାଲାଣ କରାଯାଇଛି । ପୋଲିସ ଅଧିକ ତଦନ୍ତ ଜାରି ରଖିଛି ।	[189, 2140, 366, 2198]
notice-bar: SELECTION OF HORTICULTURE EXTENSION WORKER ON CONTRACTUAL BASIS	[402, 914, 910, 956]
table-header: Procurement Officer	[954, 534, 1061, 581]
list-item	[953, 477, 1489, 491]
table-header: Value of works (Approx.) (Rs.)	[1098, 1470, 1181, 1517]
section-text: A candidate shall be	[388, 1109, 490, 1121]
list-item	[953, 215, 1489, 242]
list-item: 2. Bid document consisting of plans, specification, schedule of quantities and set of terms and conditions of contract and other necessary documents can be had from the Office of the District Project Coordinator, SSA, GAJAPATI at PARALAKHEMUNDI, Dist.- GAJAPATI during office hours everyday except Sunday and Public Holiday till last date of sale of tender papers on payment of the cost of the bid documents (Non-refundable) in shape of Cash or Bank Draft drawn in any Nationalized Bank payable at PARALAKHEMUNDI in favour of D.P.C., SSA, GAJAPATI. If the office happens to be closed on the last date of sale, receipt and opening of tender the same will be done on the next working day in the same time and venue.	[953, 1564, 1489, 1651]
ad-title: OFFICE OF THE DISTRICT PROJECT COORDINATOR, SSA, GAJAPATI	[953, 1312, 1489, 1348]
ad-code: 32172/11/0002/1314	[953, 339, 1048, 349]
list-item: 13. The authority reserves the right to reject any or all the tenders without assigning any reason thereof.	[953, 2050, 1458, 2062]
item-value: 5 (Five) Calendar months	[1123, 504, 1250, 516]
item-value: : Dt. 05.02. 2014-10.00 hour onwards.	[1158, 215, 1350, 227]
table-cell: Bin (9 MT) to be carried with Hook Loader Lorry	[423, 642, 636, 673]
item-value: : 11 calendar months for each work.	[1158, 202, 1340, 213]
page-number: 27	[1478, 2325, 1492, 2336]
table-header: Sl. No.	[954, 116, 984, 152]
leprosy-story	[4, 149, 366, 519]
right-column	[946, 30, 1496, 2320]
toll-free: Toll Free No. ୧୯୫୦	[959, 1186, 1154, 1211]
story-col: ସେ ତାଙ୍କ ମାମୁଁ ଘର ମୟୂରଭଞ୍ଜ ଜିଲ୍ଲାରୁ ଫେରୁଥିଲେ । ମୃତଦେହକୁ ବ୍ୟବଚ୍ଛେଦ ପାଇଁ ପଠାଯାଇଛି । ଏ ସମ୍ପର୍କରେ ପୋଲିସ ଏକ ଅପମୃତ୍ୟୁ ମାମଲା ରୁଜୁ କରି ତଦନ୍ତ ଆରମ୍ଭ କରିଛି । ମୃତକଙ୍କ ପରିବାରରେ ଶୋକର ଛାୟା ଖେଳିଯାଇଛି ।	[189, 1151, 366, 1238]
list-item: 12. The successful bidder is required to deposit the less differential cost of the estimated cost and their quoted cost along with initial security @ 1% of the accepted tender amount before entering into the agreement in shape of Bank Draft drawn in any Nationalized Bank in favour of DPC, SSA, GAJAPATI.	[953, 2013, 1489, 2050]
